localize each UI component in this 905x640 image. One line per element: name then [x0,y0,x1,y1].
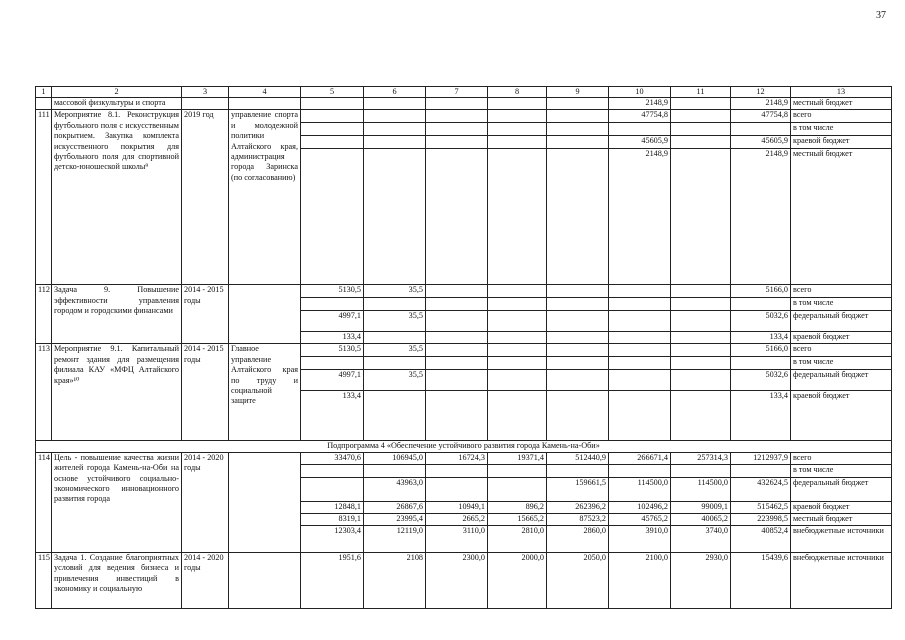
value-cell [731,464,791,477]
value-cell [671,110,731,123]
value-cell: 35,5 [364,311,426,332]
row-name: Задача 1. Создание благоприятных условий для ведения бизнеса и привлечения инвестиций в экономику и социальную [52,552,182,608]
value-cell: 4997,1 [301,370,364,391]
value-cell [488,110,547,123]
source-cell: внебюджетные источники [791,525,892,552]
source-cell: федеральный бюджет [791,370,892,391]
value-cell: 114500,0 [609,477,671,501]
value-cell [488,311,547,332]
value-cell [364,123,426,136]
value-cell: 5130,5 [301,285,364,298]
row-name: Цель - повышение качества жизни жителей города Камень-на-Оби на основе устойчивого социально-экономического инновационного развития города [52,452,182,552]
value-cell [488,477,547,501]
header-cell: 1 [36,87,52,98]
value-cell: 102496,2 [609,501,671,513]
row-name: Мероприятие 8.1. Реконструкция футбольного поля с искусственным покрытием. Закупка комплекта искусственного покрытия для футбольного поля для спортивной детско-юношеской школы⁹ [52,110,182,285]
value-cell: 15665,2 [488,513,547,525]
value-cell: 5130,5 [301,344,364,357]
value-cell: 12848,1 [301,501,364,513]
value-cell [671,357,731,370]
value-cell [426,298,488,311]
value-cell [301,149,364,285]
row-executor [229,98,301,110]
value-cell [426,332,488,344]
row-period: 2014 - 2015 годы [182,344,229,441]
row-name: Задача 9. Повышение эффективности управления городом и городскими финансами [52,285,182,344]
value-cell [488,370,547,391]
value-cell: 3910,0 [609,525,671,552]
row-number: 114 [36,452,52,552]
value-cell [301,123,364,136]
value-cell: 45605,9 [731,136,791,149]
value-cell [488,298,547,311]
value-cell [488,285,547,298]
value-cell: 223998,5 [731,513,791,525]
table-row [36,98,892,110]
value-cell [364,357,426,370]
subprogram-title: Подпрограмма 4 «Обеспечение устойчивого развития города Камень-на-Оби» [36,441,892,452]
row-number: 115 [36,552,52,608]
value-cell: 5032,6 [731,311,791,332]
value-cell [488,391,547,441]
value-cell [609,332,671,344]
value-cell: 2108 [364,552,426,608]
source-cell: в том числе [791,357,892,370]
value-cell: 45765,2 [609,513,671,525]
value-cell: 133,4 [301,332,364,344]
table-row [36,285,892,298]
value-cell [547,391,609,441]
value-cell [609,298,671,311]
value-cell: 133,4 [731,391,791,441]
source-cell: краевой бюджет [791,501,892,513]
row-executor [229,452,301,552]
value-cell [364,298,426,311]
value-cell [364,332,426,344]
row-executor: Главное управление Алтайского края по труду и социальной защите [229,344,301,441]
value-cell [426,391,488,441]
value-cell: 2148,9 [731,98,791,110]
row-executor: управление спорта и молодежной политики Алтайского края, администрация города Заринска (по согласованию) [229,110,301,285]
value-cell [609,370,671,391]
value-cell: 159661,5 [547,477,609,501]
value-cell [547,370,609,391]
header-row [36,87,892,98]
source-cell: всего [791,110,892,123]
value-cell [301,98,364,110]
value-cell: 35,5 [364,344,426,357]
value-cell [671,464,731,477]
header-cell: 9 [547,87,609,98]
page-number: 37 [876,10,886,21]
value-cell: 47754,8 [609,110,671,123]
header-cell: 6 [364,87,426,98]
value-cell [731,357,791,370]
value-cell: 87523,2 [547,513,609,525]
row-number: 112 [36,285,52,344]
row-period: 2014 - 2015 годы [182,285,229,344]
value-cell [426,123,488,136]
value-cell: 2148,9 [731,149,791,285]
value-cell [671,311,731,332]
value-cell [426,98,488,110]
value-cell: 99009,1 [671,501,731,513]
value-cell: 35,5 [364,285,426,298]
subprogram-row [36,441,892,452]
value-cell: 2000,0 [488,552,547,608]
row-period: 2019 год [182,110,229,285]
header-cell: 11 [671,87,731,98]
value-cell: 10949,1 [426,501,488,513]
value-cell [609,391,671,441]
value-cell: 106945,0 [364,452,426,464]
value-cell: 40852,4 [731,525,791,552]
value-cell [547,357,609,370]
row-executor [229,552,301,608]
source-cell: местный бюджет [791,513,892,525]
header-cell: 10 [609,87,671,98]
value-cell: 1212937,9 [731,452,791,464]
header-cell: 5 [301,87,364,98]
value-cell [609,464,671,477]
value-cell [488,332,547,344]
table-row [36,344,892,357]
value-cell [488,464,547,477]
value-cell: 2665,2 [426,513,488,525]
value-cell [671,391,731,441]
value-cell: 8319,1 [301,513,364,525]
value-cell [547,285,609,298]
source-cell: в том числе [791,298,892,311]
value-cell: 896,2 [488,501,547,513]
header-cell: 13 [791,87,892,98]
source-cell: всего [791,452,892,464]
row-executor [229,285,301,344]
value-cell [426,370,488,391]
value-cell: 33470,6 [301,452,364,464]
value-cell [547,98,609,110]
value-cell: 43963,0 [364,477,426,501]
value-cell [731,298,791,311]
source-cell: федеральный бюджет [791,477,892,501]
value-cell [547,136,609,149]
value-cell: 15439,6 [731,552,791,608]
value-cell: 515462,5 [731,501,791,513]
value-cell: 2050,0 [547,552,609,608]
value-cell [301,298,364,311]
value-cell [426,357,488,370]
value-cell [547,344,609,357]
value-cell: 432624,5 [731,477,791,501]
row-number: 113 [36,344,52,441]
value-cell [671,149,731,285]
value-cell: 45605,9 [609,136,671,149]
source-cell: краевой бюджет [791,391,892,441]
value-cell [301,357,364,370]
value-cell [301,477,364,501]
table-row [36,552,892,608]
value-cell [609,123,671,136]
source-cell: всего [791,344,892,357]
source-cell: в том числе [791,123,892,136]
value-cell [671,344,731,357]
value-cell [671,136,731,149]
value-cell [547,298,609,311]
value-cell [671,370,731,391]
value-cell [364,149,426,285]
value-cell: 3110,0 [426,525,488,552]
value-cell: 12119,0 [364,525,426,552]
value-cell: 3740,0 [671,525,731,552]
value-cell [426,311,488,332]
row-name: массовой физкультуры и спорта [52,98,182,110]
value-cell [671,123,731,136]
value-cell [547,311,609,332]
table-body [36,87,892,609]
row-period [182,98,229,110]
value-cell [547,464,609,477]
value-cell: 266671,4 [609,452,671,464]
value-cell [364,98,426,110]
value-cell: 26867,6 [364,501,426,513]
source-cell: местный бюджет [791,98,892,110]
value-cell [301,464,364,477]
value-cell: 40065,2 [671,513,731,525]
value-cell [671,332,731,344]
value-cell: 114500,0 [671,477,731,501]
value-cell: 5166,0 [731,344,791,357]
value-cell: 257314,3 [671,452,731,464]
row-name: Мероприятие 9.1. Капитальный ремонт здания для размещения филиала КАУ «МФЦ Алтайского края»¹⁰ [52,344,182,441]
value-cell: 2930,0 [671,552,731,608]
value-cell [488,98,547,110]
value-cell: 5166,0 [731,285,791,298]
value-cell: 133,4 [731,332,791,344]
source-cell: в том числе [791,464,892,477]
value-cell: 12303,4 [301,525,364,552]
value-cell [609,357,671,370]
header-cell: 8 [488,87,547,98]
value-cell [671,298,731,311]
row-period: 2014 - 2020 годы [182,452,229,552]
header-cell: 4 [229,87,301,98]
value-cell: 23995,4 [364,513,426,525]
value-cell [364,110,426,123]
value-cell: 2860,0 [547,525,609,552]
table-row [36,452,892,464]
value-cell [426,344,488,357]
value-cell [671,98,731,110]
value-cell [301,110,364,123]
header-cell: 3 [182,87,229,98]
value-cell: 4997,1 [301,311,364,332]
value-cell: 47754,8 [731,110,791,123]
header-cell: 12 [731,87,791,98]
value-cell: 16724,3 [426,452,488,464]
value-cell: 512440,9 [547,452,609,464]
value-cell: 35,5 [364,370,426,391]
value-cell [547,332,609,344]
source-cell: краевой бюджет [791,136,892,149]
value-cell [609,344,671,357]
header-cell: 7 [426,87,488,98]
row-period: 2014 - 2020 годы [182,552,229,608]
value-cell [488,149,547,285]
table-row [36,110,892,123]
value-cell [547,110,609,123]
value-cell: 2300,0 [426,552,488,608]
value-cell [488,136,547,149]
source-cell: местный бюджет [791,149,892,285]
value-cell: 19371,4 [488,452,547,464]
value-cell: 2810,0 [488,525,547,552]
value-cell: 2100,0 [609,552,671,608]
value-cell [364,136,426,149]
value-cell: 2148,9 [609,98,671,110]
value-cell [364,464,426,477]
source-cell: федеральный бюджет [791,311,892,332]
value-cell [488,344,547,357]
value-cell [426,149,488,285]
value-cell [488,357,547,370]
budget-table [35,86,892,609]
value-cell [671,285,731,298]
value-cell [426,464,488,477]
value-cell [609,311,671,332]
header-cell: 2 [52,87,182,98]
value-cell [488,123,547,136]
value-cell [547,149,609,285]
value-cell [426,477,488,501]
value-cell: 5032,6 [731,370,791,391]
value-cell [609,285,671,298]
value-cell [301,136,364,149]
value-cell [426,136,488,149]
value-cell [364,391,426,441]
value-cell: 2148,9 [609,149,671,285]
value-cell: 262396,2 [547,501,609,513]
source-cell: внебюджетные источники [791,552,892,608]
row-number: 111 [36,110,52,285]
value-cell: 133,4 [301,391,364,441]
value-cell [426,285,488,298]
value-cell: 1951,6 [301,552,364,608]
value-cell [547,123,609,136]
row-number [36,98,52,110]
value-cell [426,110,488,123]
source-cell: краевой бюджет [791,332,892,344]
source-cell: всего [791,285,892,298]
value-cell [731,123,791,136]
